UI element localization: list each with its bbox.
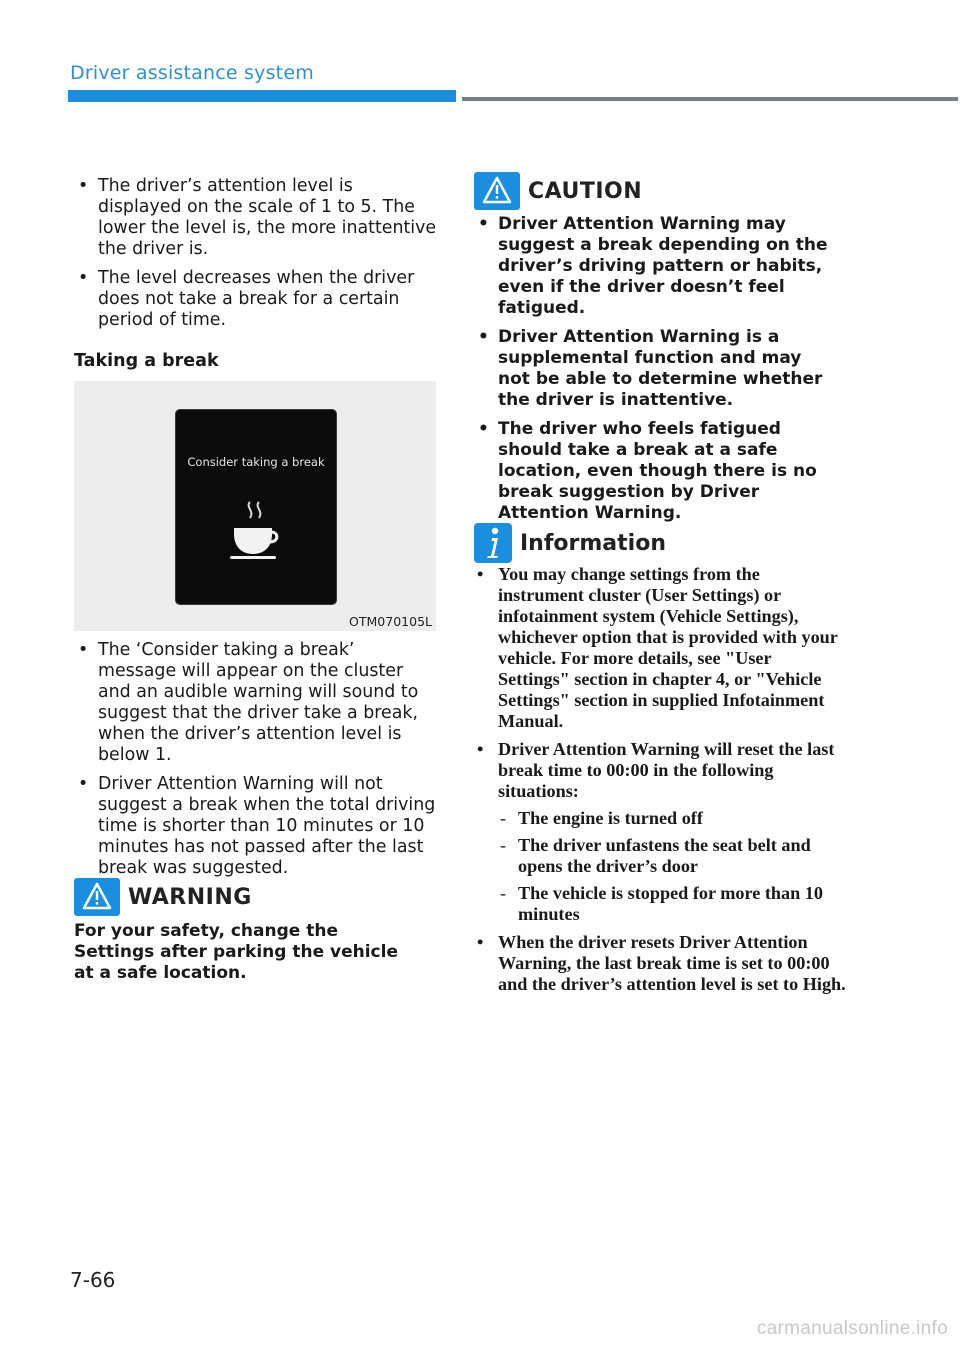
list-item-text: Driver Attention Warning will reset the last break time to 00:00 in the following situations:	[498, 739, 835, 801]
watermark: carmanualsonline.info	[756, 1318, 948, 1339]
information-body	[474, 564, 846, 1002]
sub-list-item: - The vehicle is stopped for more than 10 minutes	[498, 883, 846, 925]
list-item: • The ‘Consider taking a break’ message will appear on the cluster and an audible warning will sound to suggest that the driver take a break, when the driver’s attention level is below 1.	[74, 640, 438, 766]
list-item: • You may change settings from the instrument cluster (User Settings) or infotainment system (Vehicle Settings), whichever option that is provided with your vehicle. For more details, see "User Settings" section in chapter 4, or "Vehicle Settings" section in supplied Infotainment Manual.	[474, 564, 846, 732]
break-bullets	[74, 640, 438, 887]
cluster-figure	[74, 381, 436, 631]
warning-triangle-icon	[74, 878, 120, 916]
intro-bullet-list	[74, 176, 438, 331]
list-item: • When the driver resets Driver Attention Warning, the last break time is set to 00:00 and the driver’s attention level is set to High.	[474, 932, 846, 995]
info-icon	[474, 523, 512, 563]
sub-list-item: - The driver unfastens the seat belt and opens the driver’s door	[498, 835, 846, 877]
warning-heading	[74, 878, 252, 916]
list-item: • The driver who feels fatigued should take a break at a safe location, even though there is no break suggestion by Driver Attention Warning.	[474, 419, 834, 524]
caution-heading	[474, 172, 642, 210]
information-title: Information	[520, 530, 666, 556]
coffee-cup-icon	[226, 498, 286, 562]
figure-code: OTM070105L	[349, 614, 432, 629]
header-rule-accent	[68, 90, 456, 102]
page-number: 7-66	[70, 1268, 116, 1292]
list-item: • Driver Attention Warning may suggest a break depending on the driver’s driving pattern or habits, even if the driver doesn’t feel fatigued.	[474, 214, 834, 319]
screen-message: Consider taking a break	[187, 455, 325, 469]
caution-title: CAUTION	[528, 178, 643, 204]
information-heading	[474, 523, 666, 563]
warning-triangle-icon	[474, 172, 520, 210]
section-title: Driver assistance system	[70, 62, 314, 84]
sub-list-item: - The engine is turned off	[498, 808, 846, 829]
caution-bullets	[474, 214, 834, 532]
warning-title: WARNING	[128, 884, 252, 910]
warning-text: For your safety, change the Settings after parking the vehicle at a safe location.	[74, 921, 398, 983]
list-item: • Driver Attention Warning is a supplemental function and may not be able to determine whether the driver is inattentive.	[474, 327, 834, 411]
list-item: • The driver’s attention level is displayed on the scale of 1 to 5. The lower the level is, the more inattentive the driver is.	[74, 176, 438, 260]
list-item: • The level decreases when the driver does not take a break for a certain period of time.	[74, 268, 438, 331]
left-column	[74, 176, 438, 339]
sub-list	[498, 808, 846, 925]
list-item: • Driver Attention Warning will not suggest a break when the total driving time is shorter than 10 minutes or 10 minutes has not passed after the last break was suggested.	[74, 774, 438, 879]
cluster-screen	[175, 409, 337, 605]
subheading-taking-a-break: Taking a break	[74, 351, 219, 371]
list-item	[474, 739, 846, 925]
header-rule	[462, 97, 958, 101]
